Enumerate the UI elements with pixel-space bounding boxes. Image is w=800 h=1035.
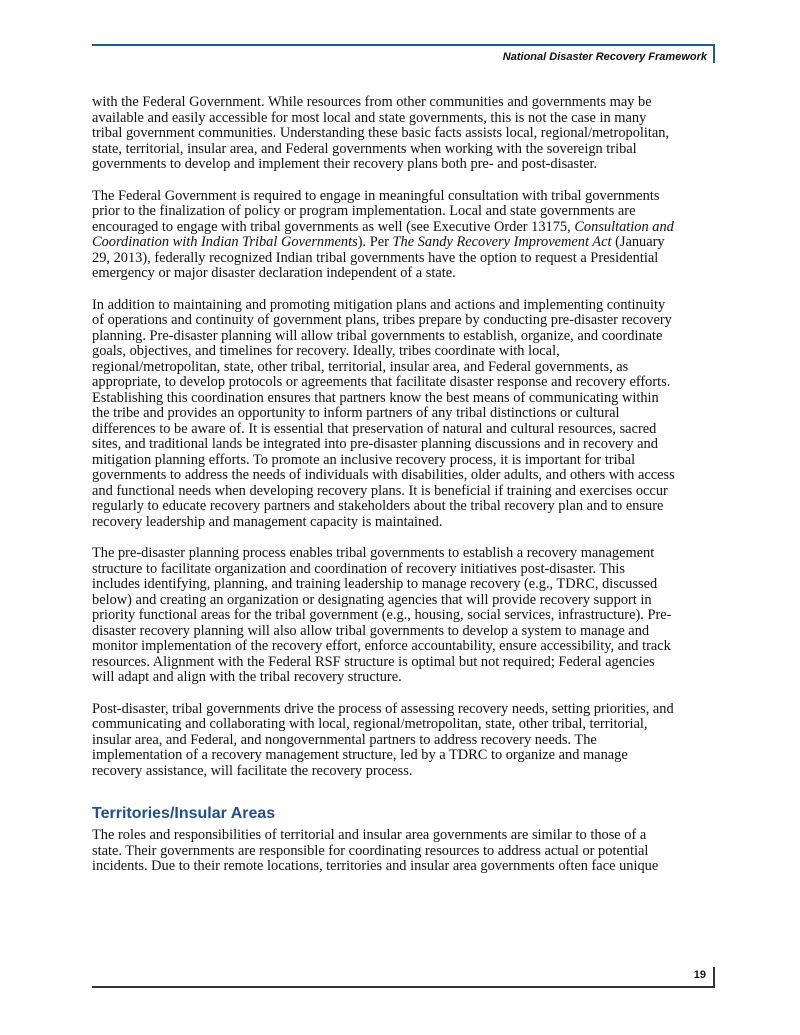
text-line: prior to the finalization of policy or program implementation. Local and state governments are [92, 203, 636, 219]
text-line: state. Their governments are responsible for coordinating resources to address actual or potential [92, 842, 649, 859]
text-line: tribal government communities. Understanding these basic facts assists local, regional/metropolitan, [92, 125, 670, 141]
page-number: 19 [693, 969, 706, 981]
text-line: recovery leadership and management capacity is maintained. [92, 513, 443, 530]
text-line: resources. Alignment with the Federal RSF structure is optimal but not required; Federal agencies [92, 653, 655, 670]
text-line: The Federal Government is required to engage in meaningful consultation with tribal governments [92, 187, 660, 204]
paragraph [92, 702, 732, 780]
text-line: below) and creating an organization or designating agencies that will provide recovery support in [92, 591, 652, 608]
text-line: state, territorial, insular area, and Federal governments when working with the sovereign tribal [92, 140, 637, 157]
section-heading: Territories/Insular Areas [92, 805, 276, 822]
text-line: of operations and continuity of government plans, tribes prepare by conducting pre-disaster recovery [92, 312, 672, 328]
text-line: insular area, and Federal, and nongovernmental partners to address recovery needs. The [92, 731, 597, 748]
text-line: regularly to educate recovery partners and stakeholders about the tribal recovery plan and to ensure [92, 498, 664, 514]
section-paragraphs [92, 828, 732, 875]
header-rule [92, 44, 715, 46]
running-header-title: National Disaster Recovery Framework [502, 51, 707, 63]
text-line: Establishing this coordination ensures that partners know the best means of communicating within [92, 389, 659, 406]
text-line: communicating and collaborating with local, regional/metropolitan, state, other tribal, territorial, [92, 716, 648, 732]
paragraph [92, 95, 732, 173]
text-line: governments to develop and implement their recovery plans both pre- and post-disaster. [92, 156, 598, 172]
text-line: recovery assistance, will facilitate the recovery process. [92, 762, 413, 779]
header-rule-end [713, 44, 715, 63]
text-line: 29, 2013), federally recognized Indian tribal governments have the option to request a Presidential [92, 249, 659, 266]
text-line: The pre-disaster planning process enables tribal governments to establish a recovery management [92, 545, 655, 561]
text-line: monitor implementation of the recovery effort, enforce accountability, ensure accessibility, and track [92, 638, 671, 654]
footer-rule [92, 986, 715, 988]
paragraph [92, 189, 732, 282]
paragraph [92, 828, 732, 875]
text-line: sites, and traditional lands be integrated into pre-disaster planning discussions and in recovery and [92, 436, 658, 452]
paragraph [92, 298, 732, 531]
text-line: emergency or major disaster declaration independent of a state. [92, 265, 456, 281]
text-line: priority functional areas for the tribal government (e.g., housing, social services, infrastructure). Pre- [92, 607, 672, 623]
text-line: implementation of a recovery management structure, led by a TDRC to organize and manage [92, 747, 628, 763]
paragraph [92, 546, 732, 686]
text-line: differences to be aware of. It is essential that preservation of natural and cultural resources, sacred [92, 420, 657, 437]
footer-rule-end [713, 967, 715, 988]
text-line: with the Federal Government. While resources from other communities and governments may be [92, 94, 652, 110]
text-line: appropriate, to develop protocols or agreements that facilitate disaster response and recovery efforts. [92, 374, 671, 390]
paragraphs-before [92, 95, 732, 779]
text-line: will adapt and align with the tribal recovery structure. [92, 669, 402, 685]
text-line: goals, objectives, and timelines for recovery. Ideally, tribes coordinate with local, [92, 343, 560, 359]
text-line: Post-disaster, tribal governments drive the process of assessing recovery needs, setting priorities, and [92, 700, 674, 717]
text-line: structure to facilitate organization and coordination of recovery initiatives post-disaster. This [92, 560, 625, 577]
text-line: mitigation planning efforts. To promote an inclusive recovery process, it is important for tribal [92, 451, 636, 468]
text-line: available and easily accessible for most local and state governments, this is not the case in many [92, 109, 647, 126]
text-line: includes identifying, planning, and training leadership to manage recovery (e.g., TDRC, discussed [92, 576, 658, 592]
text-line: The roles and responsibilities of territorial and insular area governments are similar to those of a [92, 827, 647, 843]
text-line: governments to address the needs of individuals with disabilities, older adults, and others with access [92, 467, 675, 483]
text-line: disaster recovery planning will also allow tribal governments to develop a system to manage and [92, 622, 650, 639]
text-line: planning. Pre-disaster planning will allow tribal governments to establish, organize, and coordinate [92, 327, 663, 344]
text-line: In addition to maintaining and promoting mitigation plans and actions and implementing continuity [92, 296, 666, 313]
text-line: incidents. Due to their remote locations, territories and insular area governments often face unique [92, 858, 659, 874]
text-line: the tribe and provides an opportunity to inform partners of any tribal distinctions or cultural [92, 405, 620, 421]
text-line: Coordination with Indian Tribal Governments). Per The Sandy Recovery Improvement Act (January [92, 234, 665, 250]
text-line: regional/metropolitan, state, other tribal, territorial, insular area, and Federal governments, as [92, 358, 629, 375]
text-line: encouraged to engage with tribal governments as well (see Executive Order 13175, Consultation and [92, 218, 674, 235]
document-body [92, 95, 732, 891]
text-line: and functional needs when developing recovery plans. It is beneficial if training and exercises occur [92, 482, 668, 499]
